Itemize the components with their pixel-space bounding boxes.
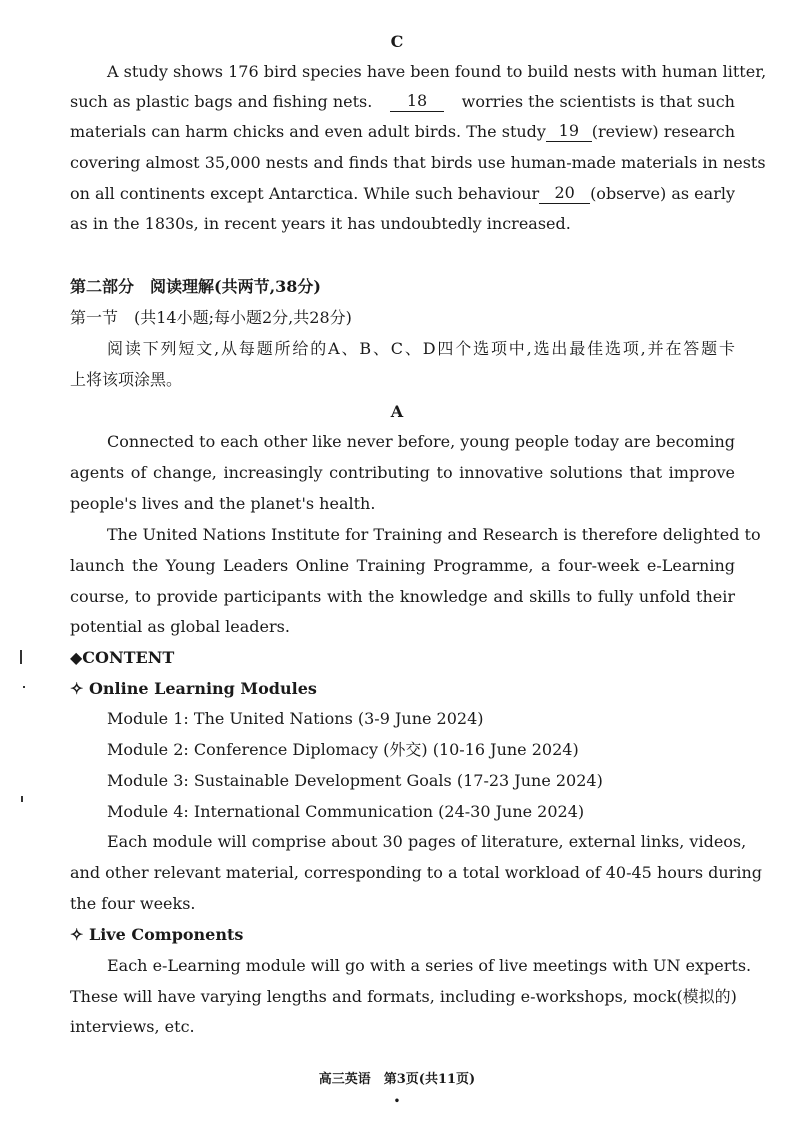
page-footer: 高三英语 第3页(共11页) — [318, 1072, 476, 1087]
passage-c-line-2 — [70, 92, 735, 112]
passage-a-p3-line-3: the four weeks. — [70, 894, 196, 913]
section-c-heading: C — [390, 32, 404, 51]
passage-a-p4-line-2: These will have varying lengths and formats, including e-workshops, mock(模拟的) — [70, 987, 737, 1006]
section-1-title: 第一节 (共14小题;每小题2分,共28分) — [70, 308, 352, 327]
passage-c-line-5 — [70, 184, 735, 204]
module-1: Module 1: The United Nations (3-9 June 2024) — [107, 709, 484, 728]
part-2-title: 第二部分 阅读理解(共两节,38分) — [70, 277, 321, 296]
blank-19: 19 — [546, 122, 592, 142]
scan-speck-2 — [23, 686, 25, 688]
passage-c-line-3-text-a: materials can harm chicks and even adult birds. The study — [70, 122, 546, 141]
content-heading: ◆CONTENT — [70, 648, 175, 667]
passage-c-line-4: covering almost 35,000 nests and finds that birds use human-made materials in nests — [70, 153, 766, 172]
passage-a-p1-line-2: agents of change, increasingly contributing to innovative solutions that improve — [70, 463, 735, 482]
module-4: Module 4: International Communication (24-30 June 2024) — [107, 802, 585, 821]
passage-a-p2-line-3: course, to provide participants with the knowledge and skills to fully unfold their — [70, 587, 735, 606]
modules-heading: ✧ Online Learning Modules — [70, 679, 317, 698]
passage-c-line-5-text-a: on all continents except Antarctica. While such behaviour — [70, 184, 540, 203]
module-2: Module 2: Conference Diplomacy (外交) (10-16 June 2024) — [107, 740, 579, 759]
passage-c-line-5-text-b: (observe) as early — [590, 184, 735, 203]
passage-c-line-1: A study shows 176 bird species have been found to build nests with human litter, — [107, 62, 767, 81]
passage-a-p3-line-2: and other relevant material, corresponding to a total workload of 40-45 hours during — [70, 863, 762, 882]
passage-c-line-2-text-a: such as plastic bags and fishing nets. — [70, 92, 373, 111]
passage-a-p1-line-3: people's lives and the planet's health. — [70, 494, 376, 513]
live-components-heading: ✧ Live Components — [70, 925, 244, 944]
passage-c-line-6: as in the 1830s, in recent years it has undoubtedly increased. — [70, 214, 571, 233]
passage-a-p4-line-1: Each e-Learning module will go with a series of live meetings with UN experts. — [107, 956, 752, 975]
passage-a-p3-line-1: Each module will comprise about 30 pages of literature, external links, videos, — [107, 832, 747, 851]
passage-a-p2-line-2: launch the Young Leaders Online Training Programme, a four-week e-Learning — [70, 556, 735, 575]
scan-speck-3 — [21, 796, 23, 802]
scan-speck-1 — [20, 650, 22, 664]
passage-a-p1-line-1: Connected to each other like never before, young people today are becoming — [107, 432, 735, 451]
footer-dot: • — [393, 1096, 401, 1107]
passage-a-heading: A — [390, 402, 404, 421]
passage-c-line-3 — [70, 122, 735, 142]
passage-a-p2-line-1: The United Nations Institute for Training and Research is therefore delighted to — [107, 525, 761, 544]
blank-20: 20 — [539, 184, 590, 204]
instructions-line-1: 阅读下列短文,从每题所给的A、B、C、D四个选项中,选出最佳选项,并在答题卡 — [107, 339, 735, 358]
instructions-line-2: 上将该项涂黑。 — [70, 370, 183, 389]
passage-a-p4-line-3: interviews, etc. — [70, 1017, 195, 1036]
passage-c-line-2-text-b: worries the scientists is that such — [461, 92, 735, 111]
passage-c-line-3-text-b: (review) research — [591, 122, 735, 141]
module-3: Module 3: Sustainable Development Goals (17-23 June 2024) — [107, 771, 603, 790]
blank-18: 18 — [390, 92, 444, 112]
passage-a-p2-line-4: potential as global leaders. — [70, 617, 290, 636]
